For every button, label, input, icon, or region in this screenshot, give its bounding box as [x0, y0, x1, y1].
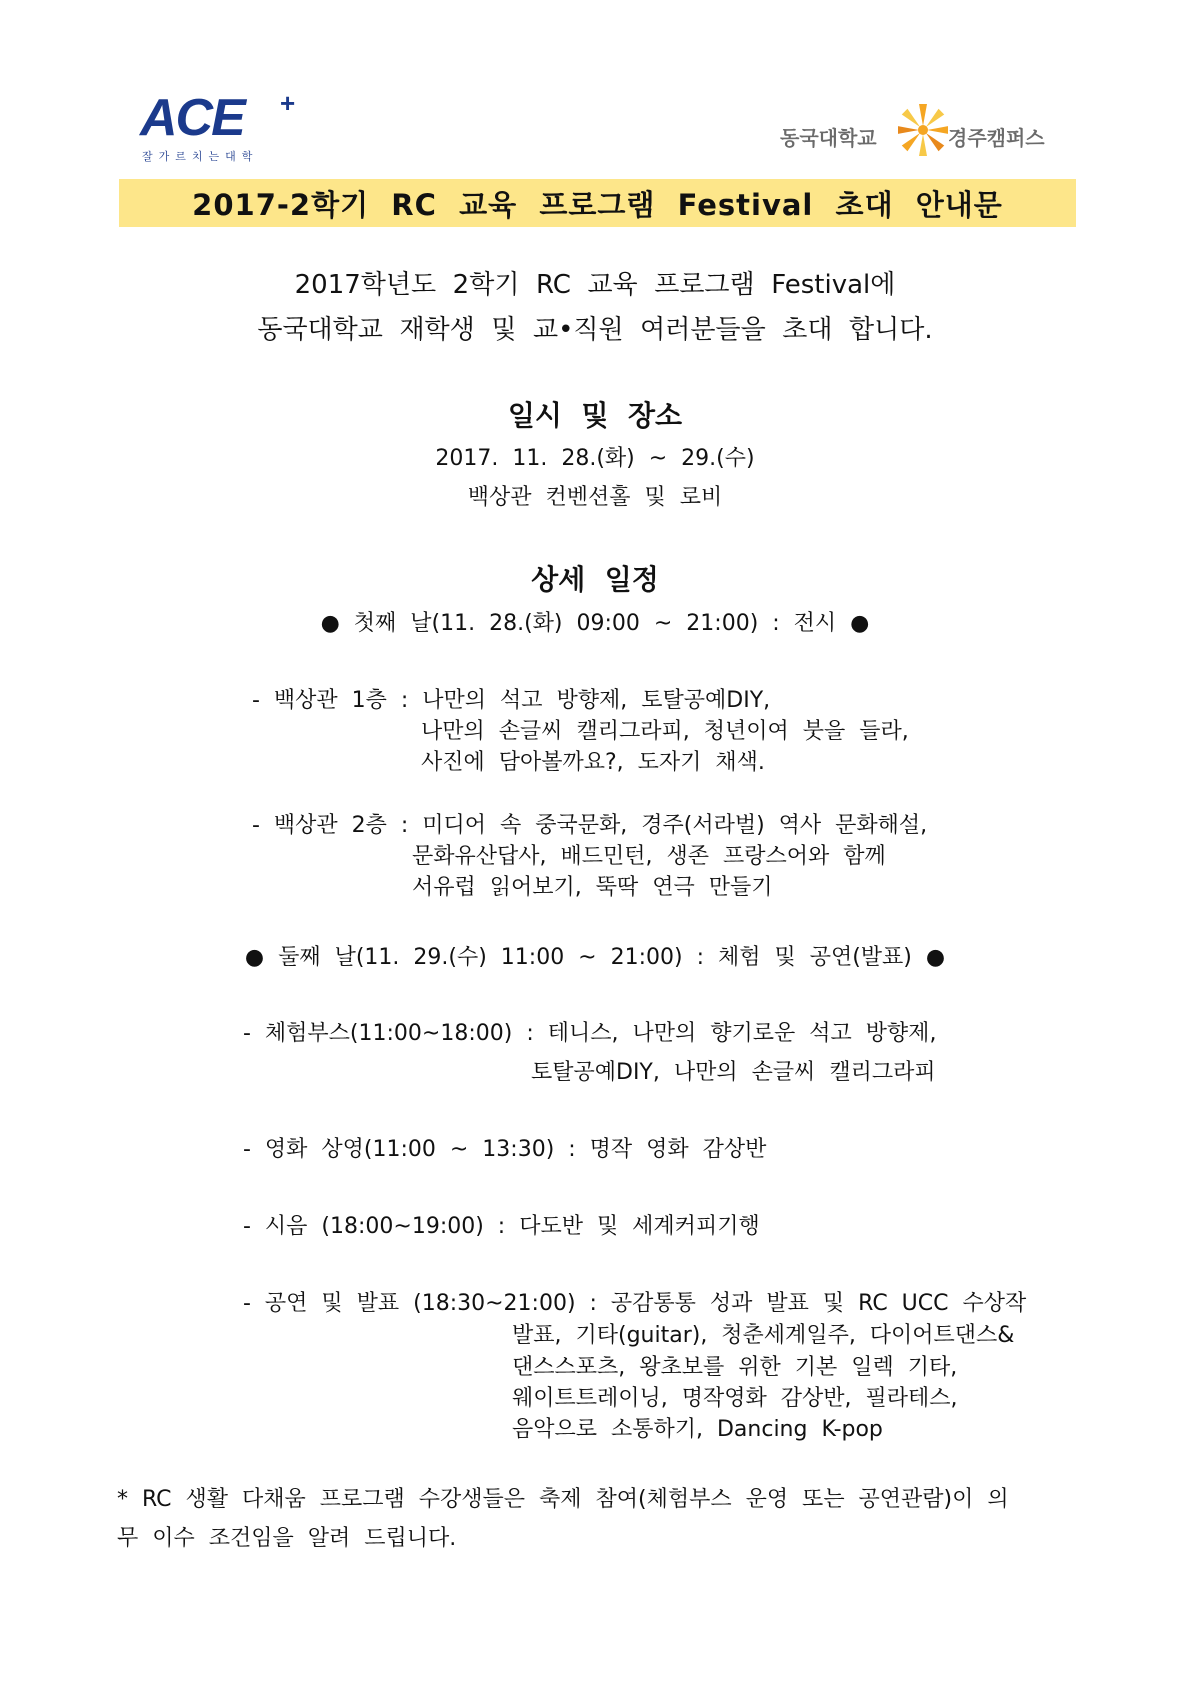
ace-logo-text: ACE — [140, 89, 244, 147]
day1-floor1-line-1: - 백상관 1층 : 나만의 석고 방향제, 토탈공예DIY, — [252, 688, 771, 713]
footnote-line-2: 무 이수 조건임을 알려 드립니다. — [117, 1526, 457, 1551]
day2-performance-line-5: 음악으로 소통하기, Dancing K-pop — [512, 1417, 883, 1442]
day1-floor1-line-2: 나만의 손글씨 캘리그라피, 청년이여 붓을 들라, — [421, 719, 909, 744]
day1-floor2-line-2: 문화유산답사, 배드민턴, 생존 프랑스어와 함께 — [412, 844, 886, 869]
datetime-heading: 일시 및 장소 — [507, 399, 683, 432]
document-title: 2017-2학기 RC 교육 프로그램 Festival 초대 안내문 — [192, 187, 1003, 222]
event-place: 백상관 컨벤션홀 및 로비 — [467, 485, 723, 510]
day1-floor2-line-3: 서유럽 읽어보기, 뚝딱 연극 만들기 — [412, 875, 773, 900]
day2-tasting: - 시음 (18:00~19:00) : 다도반 및 세계커피기행 — [243, 1214, 760, 1239]
day1-floor1-line-3: 사진에 담아볼까요?, 도자기 채색. — [421, 750, 765, 775]
ace-logo — [140, 88, 300, 164]
intro-line-1: 2017학년도 2학기 RC 교육 프로그램 Festival에 — [294, 270, 896, 300]
day2-performance-line-1: - 공연 및 발표 (18:30~21:00) : 공감통통 성과 발표 및 RC UCC 수상작 — [243, 1291, 1027, 1316]
day2-booth-line-1: - 체험부스(11:00~18:00) : 테니스, 나만의 향기로운 석고 방향제, — [243, 1021, 937, 1046]
ace-logo-plus: + — [280, 88, 296, 118]
day2-performance-line-3: 댄스스포츠, 왕초보를 위한 기본 일렉 기타, — [512, 1355, 958, 1380]
intro-line-2: 동국대학교 재학생 및 교•직원 여러분들을 초대 합니다. — [257, 315, 933, 345]
university-emblem-icon — [898, 100, 948, 160]
university-logo — [780, 100, 1060, 160]
title-banner — [119, 179, 1076, 227]
day2-performance-line-2: 발표, 기타(guitar), 청춘세계일주, 다이어트댄스& — [512, 1323, 1015, 1348]
day2-header: ● 둘째 날(11. 29.(수) 11:00 ~ 21:00) : 체험 및 공연(발표) ● — [244, 945, 946, 970]
event-date: 2017. 11. 28.(화) ~ 29.(수) — [435, 446, 755, 471]
day2-movie: - 영화 상영(11:00 ~ 13:30) : 명작 영화 감상반 — [243, 1137, 767, 1162]
day2-performance-line-4: 웨이트트레이닝, 명작영화 감상반, 필라테스, — [512, 1386, 958, 1411]
schedule-heading: 상세 일정 — [531, 563, 659, 596]
day2-booth-line-2: 토탈공예DIY, 나만의 손글씨 캘리그라피 — [531, 1060, 936, 1085]
day1-floor2-line-1: - 백상관 2층 : 미디어 속 중국문화, 경주(서라벌) 역사 문화해설, — [252, 813, 928, 838]
university-name: 동국대학교 — [780, 126, 877, 150]
day1-header: ● 첫째 날(11. 28.(화) 09:00 ~ 21:00) : 전시 ● — [320, 611, 870, 636]
footnote-line-1: * RC 생활 다채움 프로그램 수강생들은 축제 참여(체험부스 운영 또는 공연관람)이 의 — [117, 1487, 1009, 1512]
campus-name: 경주캠퍼스 — [948, 126, 1045, 150]
ace-tagline: 잘가르치는대학 — [142, 150, 259, 163]
